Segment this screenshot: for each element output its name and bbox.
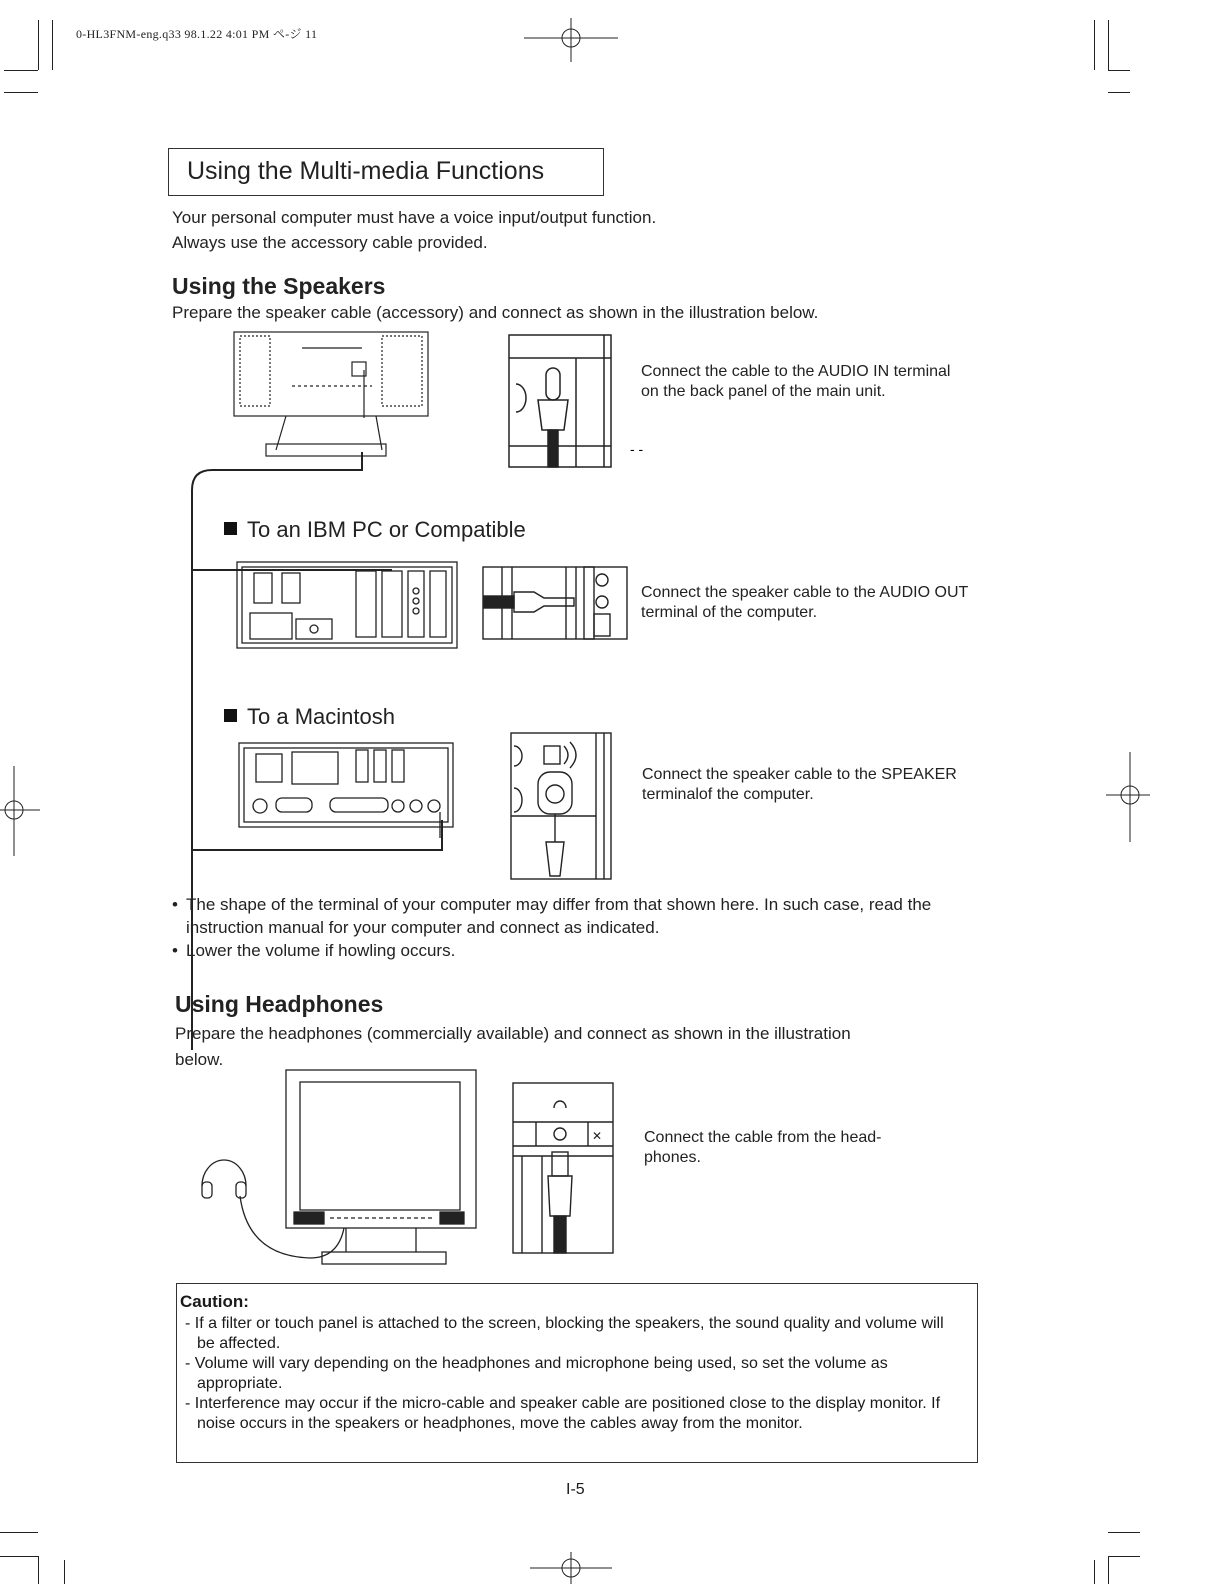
mac-heading [224,704,395,730]
intro-line-2: Always use the accessory cable provided. [172,233,488,252]
svg-text:✕: ✕ [592,1129,603,1143]
intro-line-1: Your personal computer must have a voice input/output function. [172,208,657,227]
monitor-back-illustration [232,330,432,460]
caution-box [176,1283,978,1463]
page-number: I-5 [566,1481,585,1498]
caution-item: - Volume will vary depending on the headphones and microphone being used, so set the volume as appropriate. [185,1355,888,1392]
ibm-heading-text: To an IBM PC or Compatible [247,517,526,542]
headphones-text-line-2: below. [175,1050,224,1069]
monitor-with-headphones-illustration [196,1068,486,1268]
headphones-text-line-1: Prepare the headphones (commercially available) and connect as shown in the illustration [175,1024,851,1043]
note-2-text: Lower the volume if howling occurs. [186,941,456,960]
page-title-box [168,148,604,196]
caution-item: - If a filter or touch panel is attached to the screen, blocking the speakers, the sound quality and volume will be affected. [185,1315,944,1352]
note-1-text: The shape of the terminal of your computer may differ from that shown here. In such case, read the instruction manual for your computer and connect as indicated. [186,895,932,937]
speakers-heading: Using the Speakers [172,273,386,299]
ibm-pc-back-panel-illustration [236,561,458,649]
headphones-heading: Using Headphones [175,991,384,1017]
speaker-terminal-caption: Connect the speaker cable to the SPEAKER terminalof the computer. [642,766,957,803]
caution-item: - Interference may occur if the micro-cable and speaker cable are positioned close to the display monitor. If noise occurs in the speakers or headphones, move the cables away from the monitor. [185,1395,941,1432]
speaker-terminal-closeup-illustration [510,732,612,880]
page-title: Using the Multi-media Functions [187,157,545,185]
caution-item-text: Interference may occur if the micro-cable and speaker cable are positioned close to the display monitor. If noise occurs in the speakers or headphones, move the cables away from the monitor. [194,1395,941,1432]
speakers-text: Prepare the speaker cable (accessory) and connect as shown in the illustration below. [172,303,819,322]
mac-heading-text: To a Macintosh [247,704,395,729]
headphones-caption: Connect the cable from the head-phones. [644,1129,882,1166]
print-slug: 0-HL3FNM-eng.q33 98.1.22 4:01 PM ペ-ジ 11 [76,27,318,41]
svg-text:- -: - - [630,441,644,457]
audio-out-closeup-illustration [482,566,628,640]
caution-item-text: Volume will vary depending on the headphones and microphone being used, so set the volume as appropriate. [194,1355,888,1392]
headphone-jack-closeup-illustration [512,1082,614,1254]
audio-in-caption: Connect the cable to the AUDIO IN terminal on the back panel of the main unit. [641,363,951,400]
audio-out-caption: Connect the speaker cable to the AUDIO OUT terminal of the computer. [641,584,968,621]
caution-item-text: If a filter or touch panel is attached to the screen, blocking the speakers, the sound quality and volume will be affected. [194,1315,944,1352]
ibm-heading [224,517,526,543]
note-2: • Lower the volume if howling occurs. [172,941,456,960]
caution-title: Caution: [180,1292,249,1311]
caution-list [185,1314,965,1434]
audio-in-closeup-illustration [508,334,644,468]
note-1: • The shape of the terminal of your computer may differ from that shown here. In such case, read the instruction manual for your computer and connect as indicated. [172,893,972,939]
macintosh-back-panel-illustration [238,742,454,828]
